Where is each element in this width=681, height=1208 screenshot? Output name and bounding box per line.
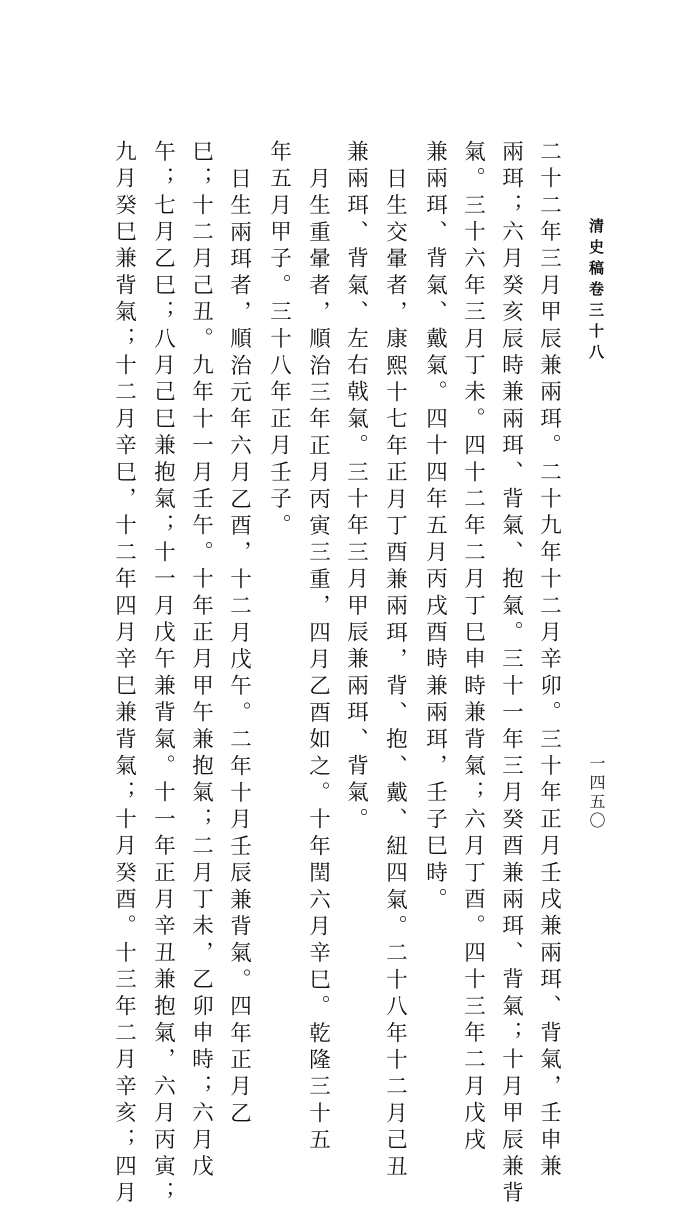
text-column-3: 氣。三十六年三月丁未。四十二年二月丁巳申時兼背氣；六月丁酉。四十三年二月戊戌 — [460, 140, 486, 1155]
text-column-9: 日生兩珥者，順治元年六月乙酉，十二月戊午。二年十月壬辰兼背氣。四年正月乙 — [226, 167, 252, 1129]
text-column-11: 午；七月乙巳；八月己巳兼抱氣；十一月戊午兼背氣。十一年正月辛丑兼抱氣，六月丙寅； — [150, 140, 176, 1208]
text-column-7: 月生重暈者，順治三年正月丙寅三重，四月乙酉如之。十年閏六月辛巳。乾隆三十五 — [305, 167, 331, 1155]
page-number: 一四五〇 — [587, 755, 606, 831]
text-column-10: 巳；十二月己丑。九年十一月壬午。十年正月甲午兼抱氣；二月丁未，乙卯申時；六月戊 — [188, 140, 214, 1182]
text-column-5: 日生交暈者，康熙十七年正月丁酉兼兩珥，背、抱、戴、紐四氣。二十八年十二月己丑 — [382, 167, 408, 1182]
text-column-8: 年五月甲子。三十八年正月壬子。 — [266, 140, 292, 541]
text-column-1: 二十二年三月甲辰兼兩珥。二十九年十二月辛卯。三十年正月壬戌兼兩珥、背氣，壬申兼 — [536, 140, 562, 1182]
text-column-4: 兼兩珥、背氣、戴氣。四十四年五月丙戌酉時兼兩珥，壬子巳時。 — [422, 140, 448, 915]
text-column-12: 九月癸巳兼背氣；十二月辛巳，十二年四月辛巳兼背氣；十月癸酉。十三年二月辛亥；四月 — [111, 140, 137, 1208]
running-header: 清史稿卷三十八 — [587, 218, 605, 365]
text-column-6: 兼兩珥、背氣、左右戟氣。三十年三月甲辰兼兩珥、背氣。 — [343, 140, 369, 835]
text-column-2: 兩珥；六月癸亥辰時兼兩珥、背氣、抱氣。三十一年三月癸酉兼兩珥、背氣；十月甲辰兼背 — [498, 140, 524, 1208]
